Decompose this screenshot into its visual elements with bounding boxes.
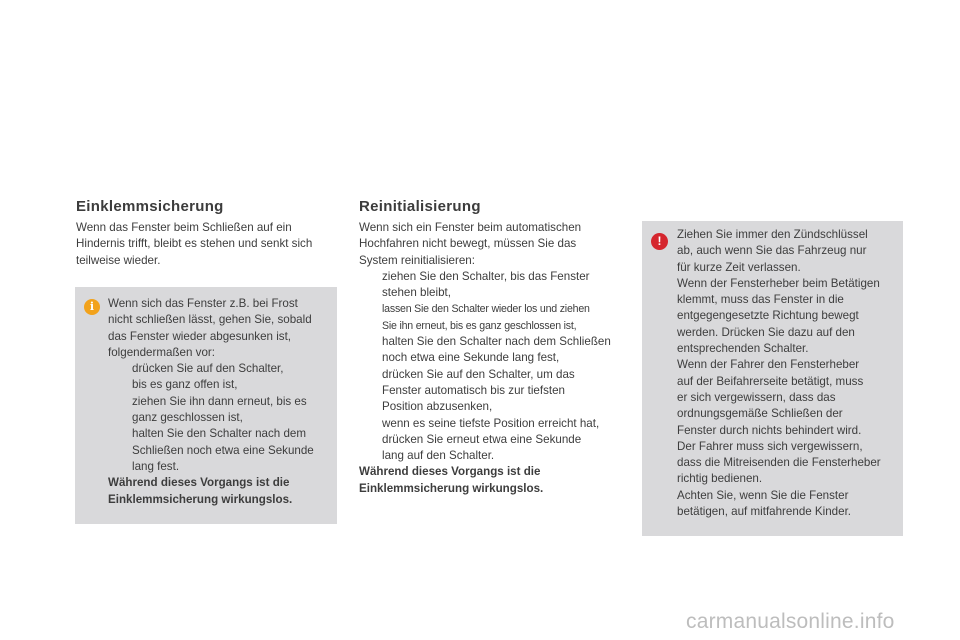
list-item	[382, 334, 611, 367]
warning-icon: !	[651, 233, 668, 250]
bullet-line: drücken Sie auf den Schalter,	[132, 362, 284, 376]
bullet-line: Position abzusenken,	[382, 400, 493, 414]
info-bullet-list	[108, 361, 314, 475]
info-note: Während dieses Vorgangs ist die	[108, 476, 290, 490]
watermark: carmanualsonline.info	[686, 610, 895, 633]
bullet-line: halten Sie den Schalter nach dem Schließen	[382, 335, 611, 349]
bullet-line: halten Sie den Schalter nach dem	[132, 427, 307, 441]
warning-line: für kurze Zeit verlassen.	[677, 260, 801, 274]
section-title-reinitialisierung: Reinitialisierung	[359, 198, 481, 215]
warning-line: auf der Beifahrerseite betätigt, muss	[677, 374, 864, 388]
warning-line: entsprechenden Schalter.	[677, 342, 809, 356]
intro-line: Wenn sich ein Fenster beim automatischen	[359, 221, 582, 234]
info-line: das Fenster wieder abgesunken ist,	[108, 329, 292, 343]
info-icon: i	[84, 299, 100, 315]
warning-line: Wenn der Fensterheber beim Betätigen	[677, 276, 880, 290]
list-item	[132, 426, 314, 475]
bullet-line: drücken Sie auf den Schalter, um das	[382, 367, 575, 381]
bullet-line: ziehen Sie den Schalter, bis das Fenster	[382, 269, 590, 283]
list-item	[132, 361, 314, 394]
warning-line: richtig bedienen.	[677, 472, 763, 486]
reinit-note: Während dieses Vorgangs ist die	[359, 465, 541, 479]
warning-line: dass die Mitreisenden die Fensterheber	[677, 456, 881, 470]
warning-line: ab, auch wenn Sie das Fahrzeug nur	[677, 244, 867, 258]
einklemm-intro	[76, 220, 312, 269]
bullet-line: stehen bleibt,	[382, 286, 451, 300]
bullet-line: bis es ganz offen ist,	[132, 378, 238, 392]
warning-line: ordnungsgemäße Schließen der	[677, 407, 843, 421]
warning-line: entgegengesetzte Richtung bewegt	[677, 309, 859, 323]
list-item	[382, 269, 611, 302]
warning-line: werden. Drücken Sie dazu auf den	[677, 325, 855, 339]
warning-box-text	[677, 227, 881, 520]
info-box-text	[108, 296, 314, 508]
info-line: folgendermaßen vor:	[108, 345, 215, 359]
warning-line: klemmt, muss das Fenster in die	[677, 293, 844, 307]
bullet-line: wenn es seine tiefste Position erreicht hat,	[382, 416, 600, 430]
warning-line: Wenn der Fahrer den Fensterheber	[677, 358, 860, 372]
bullet-line: Fenster automatisch bis zur tiefsten	[382, 383, 566, 397]
warning-line: Achten Sie, wenn Sie die Fenster	[677, 488, 849, 502]
bullet-line: ziehen Sie ihn dann erneut, bis es	[132, 394, 307, 408]
intro-line: teilweise wieder.	[76, 253, 161, 267]
reinit-note: Einklemmsicherung wirkungslos.	[359, 481, 544, 495]
bullet-line: ganz geschlossen ist,	[132, 411, 243, 425]
bullet-line: noch etwa eine Sekunde lang fest,	[382, 351, 560, 365]
intro-line: Wenn das Fenster beim Schließen auf ein	[76, 221, 292, 234]
intro-line: Hindernis trifft, bleibt es stehen und senkt sich	[76, 237, 313, 251]
info-line: Wenn sich das Fenster z.B. bei Frost	[108, 297, 298, 310]
section-title-einklemmsicherung: Einklemmsicherung	[76, 198, 224, 215]
bullet-line: drücken Sie erneut etwa eine Sekunde	[382, 432, 582, 446]
bullet-line: Sie ihn erneut, bis es ganz geschlossen ist,	[382, 319, 577, 332]
warning-line: Ziehen Sie immer den Zündschlüssel	[677, 228, 868, 241]
bullet-line: Schließen noch etwa eine Sekunde	[132, 443, 314, 457]
list-item	[382, 416, 611, 465]
intro-line: Hochfahren nicht bewegt, müssen Sie das	[359, 237, 577, 251]
info-line: nicht schließen lässt, gehen Sie, sobald	[108, 313, 312, 327]
warning-line: er sich vergewissern, dass das	[677, 390, 836, 404]
bullet-line: lang auf den Schalter.	[382, 449, 495, 463]
bullet-line: lassen Sie den Schalter wieder los und ziehen	[382, 303, 590, 316]
info-note: Einklemmsicherung wirkungslos.	[108, 492, 293, 506]
list-item	[382, 367, 611, 416]
warning-line: Fenster durch nichts behindert wird.	[677, 423, 862, 437]
list-item	[382, 301, 611, 334]
warning-line: betätigen, auf mitfahrende Kinder.	[677, 505, 852, 519]
reinit-bullet-list	[359, 269, 611, 465]
warning-line: Der Fahrer muss sich vergewissern,	[677, 439, 863, 453]
reinit-body	[359, 220, 611, 497]
bullet-line: lang fest.	[132, 459, 180, 473]
intro-line: System reinitialisieren:	[359, 253, 475, 267]
list-item	[132, 394, 314, 427]
